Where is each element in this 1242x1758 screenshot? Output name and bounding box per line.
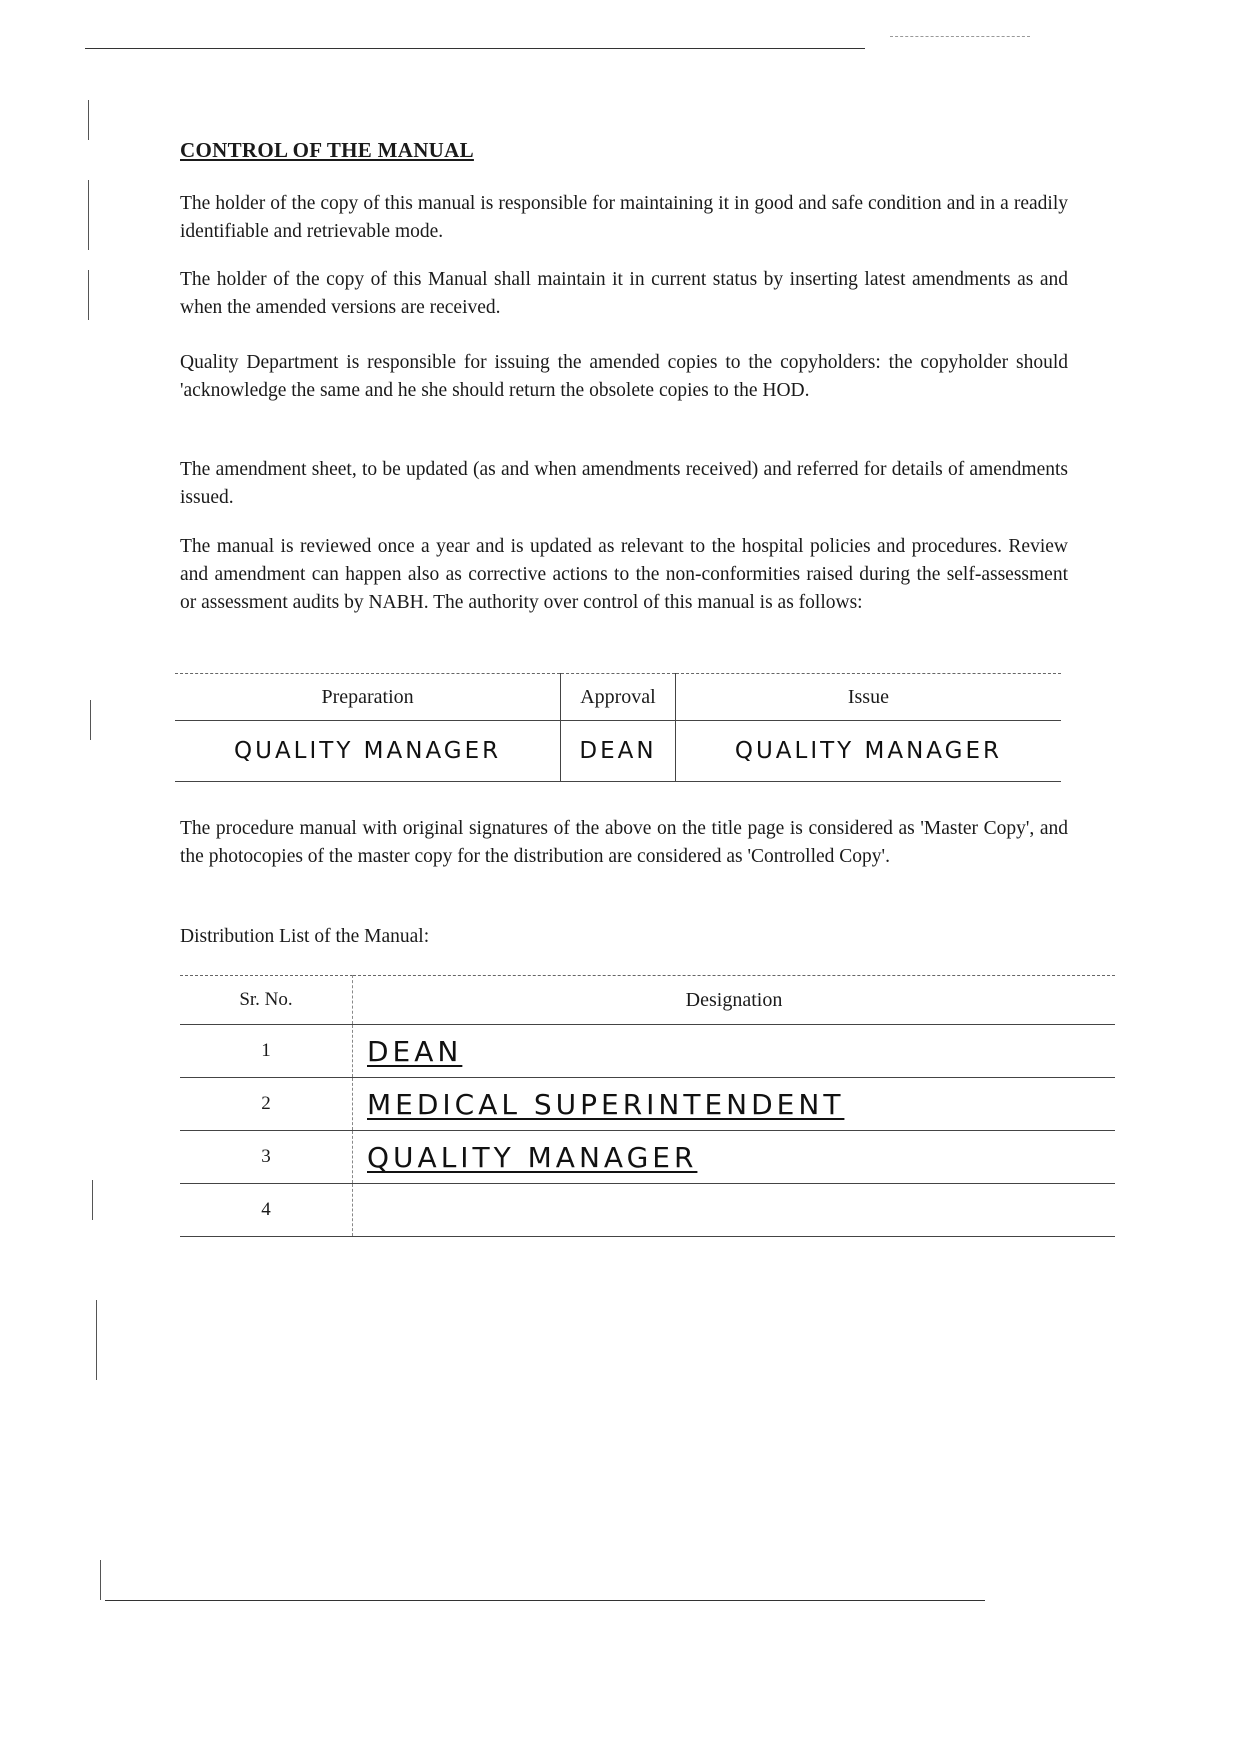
- table-row: [180, 1078, 1115, 1131]
- left-margin-mark: [90, 700, 91, 740]
- distribution-header-row: [180, 976, 1115, 1025]
- authority-value-row: [175, 721, 1061, 782]
- left-margin-mark: [88, 180, 89, 250]
- handwritten-designation: QUALITY MANAGER: [367, 1140, 698, 1174]
- paragraph-3: Quality Department is responsible for issuing the amended copies to the copyholders: the copyholder should 'acknowledge the same and he she should return the obsolete copies to the HOD.: [180, 352, 1068, 401]
- handwritten-designation: DEAN: [367, 1034, 463, 1068]
- paragraph-4: The amendment sheet, to be updated (as and when amendments received) and referred for details of amendments issued.: [180, 459, 1068, 508]
- sr-no-cell: 1: [180, 1025, 353, 1078]
- approval-cell: [561, 721, 676, 782]
- paragraph-6: The procedure manual with original signatures of the above on the title page is considered as 'Master Copy', and the photocopies of the master copy for the distribution are considered as 'Controlled Copy'.: [180, 818, 1068, 867]
- authority-header-row: [175, 674, 1061, 721]
- designation-header: Designation: [353, 976, 1116, 1025]
- issue-cell: [675, 721, 1061, 782]
- designation-cell: [353, 1078, 1116, 1131]
- sr-no-cell: 3: [180, 1131, 353, 1184]
- table-row: [180, 1184, 1115, 1237]
- bottom-border-line: [105, 1600, 985, 1601]
- handwritten-designation: MEDICAL SUPERINTENDENT: [367, 1087, 845, 1121]
- preparation-cell: [175, 721, 561, 782]
- top-border-line-fragment: [890, 36, 1030, 37]
- handwritten-preparation: QUALITY MANAGER: [234, 738, 502, 764]
- handwritten-issue: QUALITY MANAGER: [734, 738, 1002, 764]
- top-border-line: [85, 48, 865, 49]
- issue-header: Issue: [675, 674, 1061, 721]
- designation-cell: [353, 1184, 1116, 1237]
- preparation-header: Preparation: [175, 674, 561, 721]
- paragraph-2: The holder of the copy of this Manual shall maintain it in current status by inserting latest amendments as and when the amended versions are received.: [180, 269, 1068, 318]
- paragraph-5: The manual is reviewed once a year and is updated as relevant to the hospital policies and procedures. Review and amendment can happen also as corrective actions to the non-conformities raised during the self-assessment or assessment audits by NABH. The authority over control of this manual is as follows:: [180, 536, 1068, 613]
- left-margin-mark: [88, 270, 89, 320]
- distribution-heading: Distribution List of the Manual:: [180, 926, 430, 947]
- left-margin-mark: [88, 100, 89, 140]
- table-row: [180, 1025, 1115, 1078]
- left-margin-mark: [92, 1180, 93, 1220]
- page-title: CONTROL OF THE MANUAL: [180, 138, 474, 162]
- left-margin-mark: [96, 1300, 97, 1380]
- authority-table: [175, 673, 1061, 782]
- sr-no-header: Sr. No.: [180, 976, 353, 1025]
- designation-cell: [353, 1025, 1116, 1078]
- left-margin-mark: [100, 1560, 101, 1600]
- designation-cell: [353, 1131, 1116, 1184]
- sr-no-cell: 2: [180, 1078, 353, 1131]
- table-row: [180, 1131, 1115, 1184]
- paragraph-1: The holder of the copy of this manual is responsible for maintaining it in good and safe condition and in a readily identifiable and retrievable mode.: [180, 193, 1068, 242]
- sr-no-cell: 4: [180, 1184, 353, 1237]
- distribution-table: [180, 975, 1115, 1237]
- handwritten-approval: DEAN: [579, 738, 657, 764]
- approval-header: Approval: [561, 674, 676, 721]
